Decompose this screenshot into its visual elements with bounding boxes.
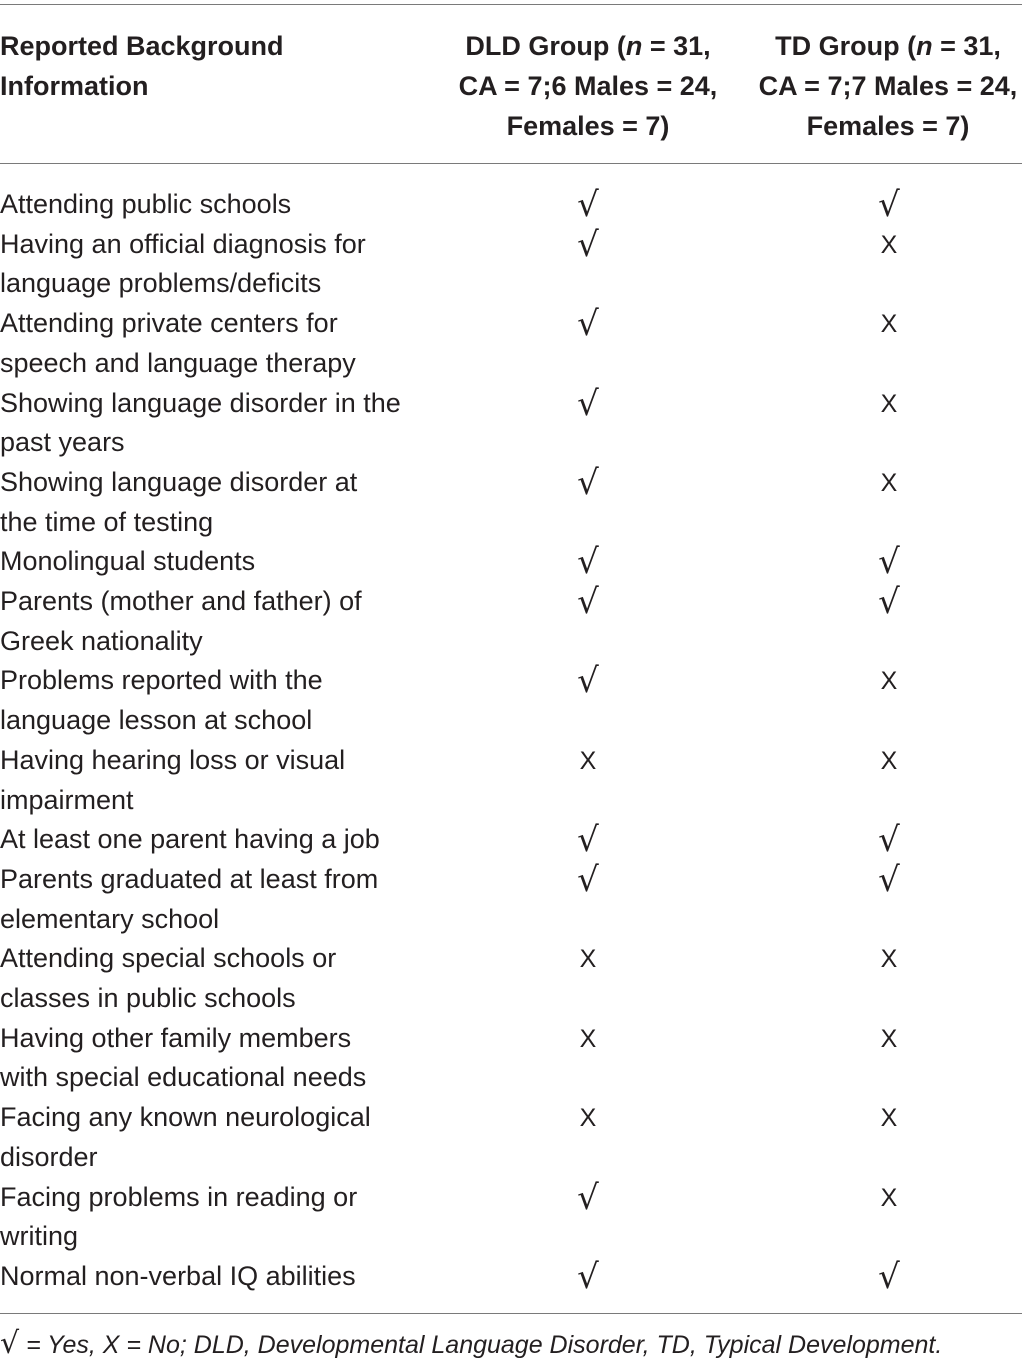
dld-x-mark: X: [579, 945, 597, 974]
dld-check-mark: √: [577, 661, 599, 702]
row-label: [0, 820, 430, 860]
td-x-mark: X: [880, 310, 898, 339]
row-label-line: Having other family members: [0, 1022, 352, 1053]
row-label-line: Showing language disorder in the: [0, 387, 401, 418]
header-td-group-label: TD Group (: [775, 31, 917, 61]
table-row: [0, 384, 1022, 463]
row-label-line: Parents graduated at least from: [0, 863, 379, 894]
table-row: [0, 463, 1022, 542]
header-td-group: [748, 26, 1022, 146]
row-label-line: Monolingual students: [0, 546, 256, 577]
row-label-line: with special educational needs: [0, 1062, 367, 1093]
row-label-line: language problems/deficits: [0, 268, 322, 299]
row-label-line: Attending special schools or: [0, 943, 337, 974]
td-x-mark: X: [880, 746, 898, 775]
row-label-line: Greek nationality: [0, 625, 203, 656]
row-label-line: impairment: [0, 784, 134, 815]
row-label-line: the time of testing: [0, 506, 214, 537]
table-row: [0, 661, 1022, 740]
row-label: [0, 661, 430, 740]
row-label-line: past years: [0, 427, 125, 458]
td-x-mark: X: [880, 389, 898, 418]
header-td-line2: CA = 7;7 Males = 24,: [758, 71, 1018, 101]
bottom-rule: [0, 1313, 1022, 1314]
row-label-line: classes in public schools: [0, 983, 296, 1014]
row-label: [0, 582, 430, 661]
table-row: [0, 939, 1022, 1018]
dld-check-mark: √: [577, 383, 599, 424]
row-label-line: Having hearing loss or visual: [0, 744, 346, 775]
row-label-line: writing: [0, 1221, 79, 1252]
row-label: [0, 939, 430, 1018]
header-background-info: [0, 26, 420, 106]
header-col1-line1: Reported Background: [0, 31, 284, 61]
td-check-mark: √: [878, 820, 900, 861]
td-x-mark: X: [880, 945, 898, 974]
td-x-mark: X: [880, 1183, 898, 1212]
header-dld-line3: Females = 7): [506, 111, 670, 141]
row-label: [0, 542, 430, 582]
header-td-line3: Females = 7): [806, 111, 970, 141]
row-label-line: Showing language disorder at: [0, 466, 358, 497]
dld-check-mark: √: [577, 582, 599, 623]
td-x-mark: X: [880, 1024, 898, 1053]
table-row: [0, 1257, 1022, 1297]
td-x-mark: X: [880, 468, 898, 497]
dld-check-mark: √: [577, 1256, 599, 1297]
dld-check-mark: √: [577, 542, 599, 583]
row-label: [0, 185, 430, 225]
table-row: [0, 542, 1022, 582]
row-label-line: speech and language therapy: [0, 347, 356, 378]
top-rule: [0, 4, 1022, 5]
row-label-line: language lesson at school: [0, 705, 313, 736]
header-td-n-value: = 31,: [932, 31, 1001, 61]
header-td-n: n: [916, 31, 933, 61]
row-label: [0, 225, 430, 304]
row-label: [0, 1019, 430, 1098]
table-row: [0, 225, 1022, 304]
row-label: [0, 860, 430, 939]
dld-x-mark: X: [579, 746, 597, 775]
row-label: [0, 1257, 430, 1297]
row-label-line: Facing problems in reading or: [0, 1181, 358, 1212]
dld-check-mark: √: [577, 304, 599, 345]
dld-check-mark: √: [577, 224, 599, 265]
table-row: [0, 820, 1022, 860]
td-check-mark: √: [878, 582, 900, 623]
table-row: [0, 741, 1022, 820]
header-dld-group-label: DLD Group (: [465, 31, 626, 61]
td-x-mark: X: [880, 1104, 898, 1133]
header-dld-n: n: [625, 31, 643, 61]
row-label-line: elementary school: [0, 903, 220, 934]
row-label-line: Normal non-verbal IQ abilities: [0, 1260, 356, 1291]
row-label-line: Facing any known neurological: [0, 1102, 371, 1133]
table-row: [0, 1019, 1022, 1098]
row-label: [0, 1098, 430, 1177]
td-check-mark: √: [878, 542, 900, 583]
td-x-mark: X: [880, 230, 898, 259]
dld-check-mark: √: [577, 1177, 599, 1218]
header-td-line1: [748, 26, 1022, 66]
row-label-line: Problems reported with the: [0, 665, 323, 696]
row-label: [0, 741, 430, 820]
td-check-mark: √: [878, 1256, 900, 1297]
table-row: [0, 185, 1022, 225]
row-label-line: Attending private centers for: [0, 308, 338, 339]
row-label: [0, 463, 430, 542]
td-check-mark: √: [878, 859, 900, 900]
header-dld-group: [440, 26, 736, 146]
row-label: [0, 384, 430, 463]
header-col1-line2: Information: [0, 71, 149, 101]
dld-x-mark: X: [579, 1024, 597, 1053]
row-label: [0, 304, 430, 383]
table-row: [0, 304, 1022, 383]
header-dld-line2: CA = 7;6 Males = 24,: [458, 71, 718, 101]
header-dld-n-value: = 31,: [642, 31, 711, 61]
td-check-mark: √: [878, 185, 900, 225]
dld-check-mark: √: [577, 462, 599, 503]
row-label-line: Attending public schools: [0, 189, 292, 219]
row-label-line: Having an official diagnosis for: [0, 228, 366, 259]
table-row: [0, 582, 1022, 661]
table-row: [0, 860, 1022, 939]
dld-check-mark: √: [577, 820, 599, 861]
dld-check-mark: √: [577, 859, 599, 900]
row-label: [0, 1178, 430, 1257]
table-row: [0, 1178, 1022, 1257]
table-row: [0, 1098, 1022, 1177]
table-body: [0, 185, 1022, 1297]
header-rule: [0, 163, 1022, 164]
header-dld-line1: [440, 26, 736, 66]
footnote-yes-symbol: √: [0, 1326, 20, 1361]
row-label-line: disorder: [0, 1141, 98, 1172]
td-x-mark: X: [880, 667, 898, 696]
dld-check-mark: √: [577, 185, 599, 225]
row-label-line: Parents (mother and father) of: [0, 586, 362, 617]
dld-x-mark: X: [579, 1104, 597, 1133]
footnote-text: = Yes, X = No; DLD, Developmental Language Disorder, TD, Typical Development.: [19, 1331, 943, 1359]
table-footnote: [0, 1325, 1022, 1364]
row-label-line: At least one parent having a job: [0, 824, 380, 855]
